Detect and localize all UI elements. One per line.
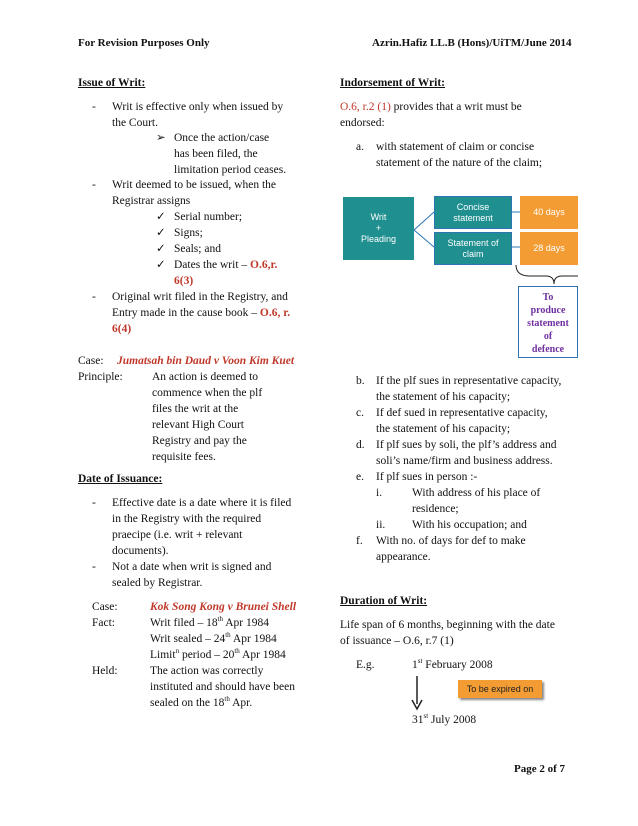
issue-line: the Court. — [112, 117, 158, 129]
held-label: Held: — [92, 665, 118, 677]
box-text: defence — [531, 344, 565, 355]
list-line: the statement of his capacity; — [376, 391, 511, 403]
sublist-label: ii. — [376, 519, 386, 531]
sublist-line: residence; — [412, 503, 459, 515]
date-line: documents). — [112, 545, 169, 557]
indorse-text: provides that a writ must be — [390, 101, 522, 113]
bullet-dash: - — [92, 291, 96, 303]
list-label: a. — [356, 141, 364, 153]
statement-of-claim-box — [434, 232, 512, 265]
rule-ref: O.6, r.2 (1) — [340, 101, 391, 113]
header-right: Azrin.Hafiz LL.B (Hons)/UiTM/June 2014 — [372, 37, 572, 49]
fact-text: Apr 1984 — [230, 633, 277, 645]
indorsement-heading: Indorsement of Writ: — [340, 77, 445, 89]
bullet-dash: - — [92, 561, 96, 573]
check-icon: ✓ — [156, 243, 166, 255]
date-line: sealed by Registrar. — [112, 577, 203, 589]
list-line: If plf sues by soli, the plf’s address and — [376, 439, 557, 451]
arrow-bullet-icon: ➢ — [156, 132, 166, 144]
principle-label: Principle: — [78, 371, 123, 383]
list-line: the statement of his capacity; — [376, 423, 511, 435]
list-line: With no. of days for def to make — [376, 535, 526, 547]
28-days-box: 28 days — [520, 232, 578, 265]
box-text: produce — [530, 305, 566, 316]
principle-line: files the writ at the — [152, 403, 239, 415]
principle-line: Registry and pay the — [152, 435, 247, 447]
fact-line — [150, 648, 286, 664]
indorse-line: endorsed: — [340, 117, 385, 129]
fact-label: Fact: — [92, 617, 115, 629]
writ-pleading-box — [343, 197, 414, 260]
concise-statement-box — [434, 196, 512, 229]
rule-ref: 6(4) — [112, 323, 132, 335]
arrow-line: Once the action/case — [174, 132, 270, 144]
superscript: n — [175, 647, 180, 656]
list-line: If plf sues in person :- — [376, 471, 478, 483]
date-line: praecipe (i.e. writ + relevant — [112, 529, 243, 541]
issue-line — [112, 306, 290, 322]
arrow-line: has been filed, the — [174, 148, 258, 160]
list-label: f. — [356, 535, 363, 547]
principle-line: commence when the plf — [152, 387, 263, 399]
fact-text: Limit — [150, 649, 176, 661]
issue-line: Writ is effective only when issued by — [112, 101, 284, 113]
box-text: Pleading — [360, 234, 397, 244]
superscript: th — [225, 631, 231, 640]
down-arrow-icon — [410, 674, 424, 712]
fact-line — [150, 616, 269, 632]
duration-line: Life span of 6 months, beginning with the date — [340, 619, 555, 631]
box-text: statement — [453, 212, 493, 223]
fact-text: Apr 1984 — [223, 617, 270, 629]
case-name: Kok Song Kong v Brunei Shell — [150, 601, 297, 613]
list-line: appearance. — [376, 551, 431, 563]
box-text: of — [543, 331, 553, 342]
date-text: February 2008 — [422, 659, 493, 671]
case-name: Jumatsah bin Daud v Voon Kim Kuet — [117, 355, 295, 367]
date-line: in the Registry with the required — [112, 513, 262, 525]
check-line — [174, 258, 277, 274]
start-date — [412, 658, 493, 674]
sublist-line: With his occupation; and — [412, 519, 527, 531]
issue-text: Entry made in the cause book – — [112, 307, 257, 319]
list-line: statement of the nature of the claim; — [376, 157, 543, 169]
eg-label: E.g. — [356, 659, 375, 671]
duration-heading: Duration of Writ: — [340, 595, 428, 607]
held-text: sealed on the 18 — [150, 697, 225, 709]
held-line: The action was correctly — [150, 665, 264, 677]
fact-text: Writ filed – 18 — [150, 617, 218, 629]
bullet-dash: - — [92, 101, 96, 113]
superscript: th — [224, 695, 230, 704]
check-line: Signs; — [174, 227, 203, 239]
date-line: Not a date when writ is signed and — [112, 561, 272, 573]
date-text: July 2008 — [428, 714, 477, 726]
date-line: Effective date is a date where it is filed — [112, 497, 292, 509]
indorse-line — [340, 100, 562, 116]
superscript: st — [417, 657, 423, 666]
bullet-dash: - — [92, 497, 96, 509]
box-text: claim — [462, 248, 484, 259]
check-icon: ✓ — [156, 227, 166, 239]
list-label: b. — [356, 375, 365, 387]
header-left: For Revision Purposes Only — [78, 37, 210, 49]
list-line: soli’s name/firm and business address. — [376, 455, 553, 467]
list-line: If def sued in representative capacity, — [376, 407, 548, 419]
superscript: st — [423, 712, 429, 721]
fact-text: Apr 1984 — [239, 649, 286, 661]
sublist-line: With address of his place of — [412, 487, 541, 499]
box-text: statement — [527, 318, 569, 329]
box-text: Writ — [370, 212, 387, 222]
superscript: th — [217, 615, 224, 624]
issue-of-writ-heading: Issue of Writ: — [78, 77, 146, 89]
rule-ref: O.6, r. — [259, 307, 291, 319]
issue-line: Original writ filed in the Registry, and — [112, 291, 288, 303]
case-label: Case: — [92, 601, 118, 613]
list-line: with statement of claim or concise — [376, 141, 535, 153]
fact-text: period – 20 — [179, 649, 235, 661]
principle-line: An action is deemed to — [152, 371, 259, 383]
case-label: Case: — [78, 355, 104, 367]
list-line: If the plf sues in representative capacity, — [376, 375, 562, 387]
check-icon: ✓ — [156, 211, 166, 223]
duration-line: of issuance – O.6, r.7 (1) — [340, 635, 454, 647]
principle-line: relevant High Court — [152, 419, 244, 431]
sublist-label: i. — [376, 487, 383, 499]
bullet-dash: - — [92, 179, 96, 191]
page-number: Page 2 of 7 — [514, 763, 566, 775]
issue-line: Registrar assigns — [112, 195, 191, 207]
check-line: Seals; and — [174, 243, 221, 255]
held-text: Apr. — [229, 697, 253, 709]
list-label: e. — [356, 471, 364, 483]
date-text: 31 — [412, 714, 424, 726]
rule-ref: O.6,r. — [250, 259, 278, 271]
expire-label-box: To be expired on — [458, 680, 542, 698]
list-label: c. — [356, 407, 364, 419]
arrow-line: limitation period ceases. — [174, 164, 287, 176]
box-text: Statement of — [447, 237, 499, 248]
held-line: instituted and should have been — [150, 681, 295, 693]
rule-ref: 6(3) — [174, 275, 194, 287]
list-label: d. — [356, 439, 365, 451]
end-date — [412, 713, 476, 729]
box-text: + — [375, 223, 382, 233]
box-text: To — [542, 292, 554, 303]
principle-line: requisite fees. — [152, 451, 216, 463]
check-text: Dates the writ – — [174, 259, 248, 271]
fact-line — [150, 632, 277, 648]
date-text: 1 — [412, 659, 418, 671]
superscript: th — [234, 647, 240, 656]
40-days-box: 40 days — [520, 196, 578, 229]
issue-line: Writ deemed to be issued, when the — [112, 179, 277, 191]
held-line — [150, 696, 252, 712]
fact-text: Writ sealed – 24 — [150, 633, 226, 645]
produce-defence-box — [518, 286, 578, 358]
date-of-issuance-heading: Date of Issuance: — [78, 473, 163, 485]
box-text: Concise — [456, 201, 490, 212]
check-line: Serial number; — [174, 211, 243, 223]
check-icon: ✓ — [156, 259, 166, 271]
